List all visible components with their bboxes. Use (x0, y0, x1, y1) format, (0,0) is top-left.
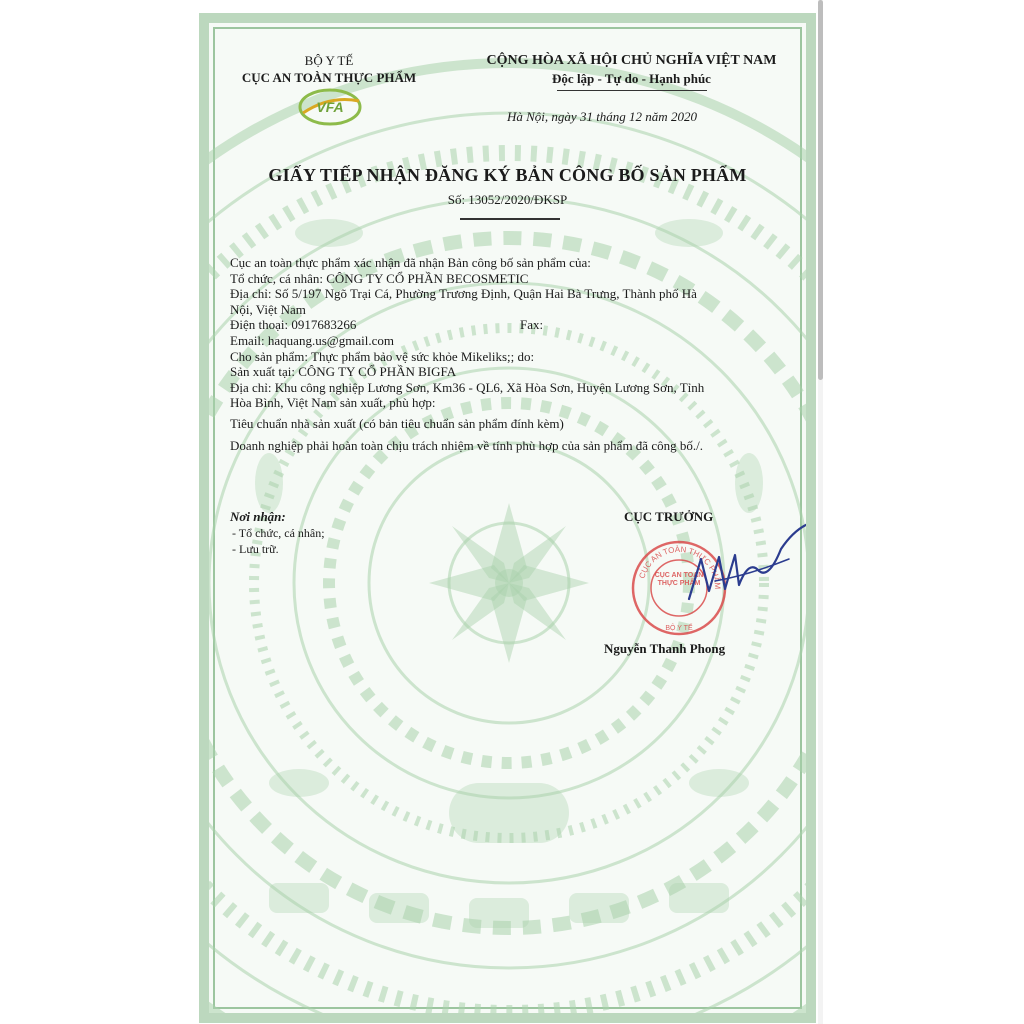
document-title: GIẤY TIẾP NHẬN ĐĂNG KÝ BẢN CÔNG BỐ SẢN PHẨM (268, 165, 747, 185)
national-header (459, 53, 804, 91)
motto-underline (557, 90, 707, 91)
stamp-center-text: CỤC AN TOÀN THỰC PHẨM (654, 572, 704, 587)
certificate-document (199, 13, 816, 1023)
recipients-heading: Nơi nhận: (230, 509, 286, 524)
document-body (230, 255, 800, 453)
page-scrollbar[interactable] (818, 0, 823, 1024)
agency-name: CỤC AN TOÀN THỰC PHẨM (241, 70, 417, 85)
stamp-bottom-text: BỘ Y TẾ (665, 625, 693, 632)
vfa-logo (297, 87, 363, 127)
manufacturer-address-line-1: Địa chỉ: Khu công nghiệp Lương Sơn, Km36 - QL6, Xã Hòa Sơn, Huyện Lương Sơn, Tỉnh (230, 379, 705, 395)
recipient-item: - Lưu trữ. (232, 542, 279, 556)
organization-line: Tổ chức, cá nhân: CÔNG TY CỔ PHẦN BECOSMETIC (230, 270, 529, 286)
issuing-agency-header (209, 53, 449, 86)
manufacturer-address-line-2: Hòa Bình, Việt Nam sản xuất, phù hợp: (230, 395, 436, 411)
issue-date: Hà Nội, ngày 31 tháng 12 năm 2020 (507, 109, 697, 124)
product-line: Cho sản phẩm: Thực phẩm bảo vệ sức khỏe Mikeliks;; do: (230, 348, 535, 364)
manufacturer-line: Sản xuất tại: CÔNG TY CỔ PHẦN BIGFA (230, 364, 457, 380)
signer-title: CỤC TRƯỞNG (624, 509, 714, 524)
intro-line: Cục an toàn thực phẩm xác nhận đã nhận Bản công bố sản phẩm của: (230, 255, 591, 270)
national-motto: Độc lập - Tự do - Hạnh phúc (552, 71, 711, 86)
fax-text: Fax: (520, 317, 544, 333)
recipient-item: - Tổ chức, cá nhân; (232, 526, 325, 540)
standard-line: Tiêu chuẩn nhà sản xuất (có bản tiêu chuẩn sản phẩm đính kèm) (230, 415, 564, 431)
document-number: Số: 13052/2020/ĐKSP (447, 192, 568, 207)
phone-text: Điện thoại: 0917683266 (230, 317, 357, 333)
email-line: Email: haquang.us@gmail.com (230, 332, 394, 348)
stamp-outer-text: CỤC AN TOÀN THỰC PHẨM (637, 544, 723, 590)
ministry-name: BỘ Y TẾ (304, 53, 354, 68)
address-line-2: Nội, Việt Nam (230, 301, 306, 317)
contact-line (230, 317, 800, 333)
title-divider (460, 218, 560, 220)
signer-name: Nguyễn Thanh Phong (604, 641, 726, 656)
recipients-block (230, 509, 325, 557)
scrollbar-thumb[interactable] (818, 0, 823, 380)
vfa-logo-text: VFA (316, 99, 344, 115)
responsibility-line: Doanh nghiệp phải hoàn toàn chịu trách nhiệm về tính phù hợp của sản phẩm đã công bố./. (230, 437, 703, 453)
country-name: CỘNG HÒA XÃ HỘI CHỦ NGHĨA VIỆT NAM (486, 53, 777, 68)
handwritten-signature (679, 519, 816, 619)
address-line-1: Địa chỉ: Số 5/197 Ngõ Trại Cá, Phường Trương Định, Quận Hai Bà Trưng, Thành phố Hà (230, 286, 697, 302)
